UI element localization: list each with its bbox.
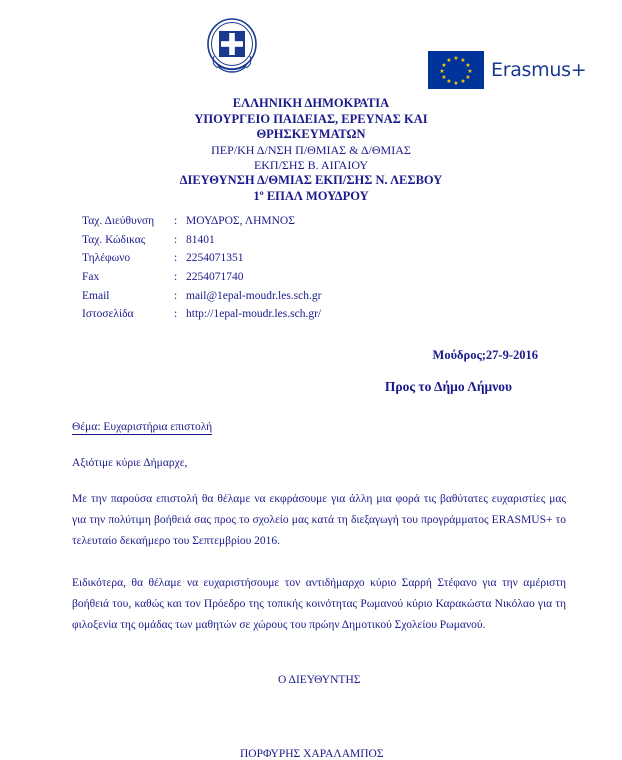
contact-colon: : — [174, 289, 178, 302]
contact-row — [82, 249, 321, 268]
contact-label: Email — [82, 289, 110, 302]
body-paragraph-2: Ειδικότερα, θα θέλαμε να ευχαριστήσουμε τον αντιδήμαρχο κύριο Σαρρή Στέφανο για την αμέριστη βοήθειά του, καθώς και τον Πρόεδρο της τοπικής κοινότητας Ρωμανού κύριο Καρακώστα Νικόλαο για τη φιλοξενία της ομάδας των μαθητών σε χώρους του πρώην Δημοτικού Σχολείου Ρωμανού. — [72, 576, 566, 632]
contact-value: 81401 — [186, 233, 215, 246]
contact-colon: : — [174, 215, 178, 228]
ministry-line-1: ΕΛΛΗΝΙΚΗ ΔΗΜΟΚΡΑΤΙΑ — [232, 96, 390, 110]
contact-value: ΜΟΥΔΡΟΣ, ΛΗΜΝΟΣ — [186, 215, 295, 228]
erasmus-wordmark: Erasmus+ — [491, 59, 587, 81]
salutation: Αξιότιμε κύριε Δήμαρχε, — [72, 456, 188, 469]
body-paragraph-1: Με την παρούσα επιστολή θα θέλαμε να εκφράσουμε για άλλη μια φορά τις βαθύτατες ευχαριστίες μας για την πολύτιμη βοήθειά σας προς το σχολείο μας κατά τη διεξαγωγή του προγράμματος ERASMUS+ το τελευταίο δεκαήμερο του Σεπτεμβρίου 2016. — [72, 492, 566, 548]
contact-value: 2254071351 — [186, 252, 244, 265]
recipient-line: Προς το Δήμο Λήμνου — [384, 378, 512, 394]
contact-row — [82, 231, 321, 250]
contact-label: Ταχ. Διεύθυνση — [82, 215, 155, 228]
contact-website-value[interactable]: http://1epal-moudr.les.sch.gr/ — [186, 308, 322, 321]
ministry-line-2: ΥΠΟΥΡΓΕΙΟ ΠΑΙΔΕΙΑΣ, ΕΡΕΥΝΑΣ ΚΑΙ — [194, 111, 428, 126]
contact-colon: : — [174, 308, 178, 321]
contact-email-value[interactable]: mail@1epal-moudr.les.sch.gr — [186, 289, 322, 302]
signature-name: ΠΟΡΦΥΡΗΣ ΧΑΡΑΛΑΜΠΟΣ — [240, 748, 384, 760]
ministry-line-3: ΘΡΗΣΚΕΥΜΑΤΩΝ — [256, 127, 366, 142]
contact-label: Fax — [82, 271, 100, 283]
place-date: Μούδρος;27-9-2016 — [432, 347, 538, 362]
subject-line: Θέμα: Ευχαριστήρια επιστολή — [72, 420, 213, 433]
contact-row — [82, 305, 321, 324]
contact-colon: : — [174, 252, 178, 265]
contact-colon: : — [174, 233, 178, 246]
document-header — [0, 0, 622, 96]
eu-flag-icon: ★ ★ ★ ★ ★ ★ ★ ★ ★ ★ ★ ★ — [428, 51, 484, 89]
contact-value: 2254071740 — [186, 271, 244, 283]
ministry-line-7: 1º ΕΠΑΛ ΜΟΥΔΡΟΥ — [253, 188, 369, 203]
erasmus-plus-logo — [428, 48, 587, 92]
ministry-line-5: ΕΚΠ/ΣΗΣ Β. ΑΙΓΑΙΟΥ — [253, 157, 369, 172]
contact-label: Ιστοσελίδα — [82, 308, 134, 321]
contact-row — [82, 268, 321, 287]
contact-colon: : — [174, 271, 178, 283]
greek-coat-of-arms-icon — [204, 16, 260, 78]
contact-details — [82, 212, 622, 324]
contact-row — [82, 287, 321, 306]
letter-body — [72, 457, 566, 637]
ministry-line-4: ΠΕΡ/ΚΗ Δ/ΝΣΗ Π/ΘΜΙΑΣ & Δ/ΘΜΙΑΣ — [211, 142, 411, 157]
contact-label: Ταχ. Κώδικας — [82, 233, 146, 246]
contact-row — [82, 212, 321, 231]
signature-title: Ο ΔΙΕΥΘΥΝΤΗΣ — [278, 674, 361, 687]
ministry-line-6: ΔΙΕΥΘΥΝΣΗ Δ/ΘΜΙΑΣ ΕΚΠ/ΣΗΣ Ν. ΛΕΣΒΟΥ — [179, 172, 443, 187]
subject-wrapper — [0, 395, 622, 435]
ministry-header-block — [0, 96, 622, 204]
contact-label: Τηλέφωνο — [82, 252, 131, 265]
